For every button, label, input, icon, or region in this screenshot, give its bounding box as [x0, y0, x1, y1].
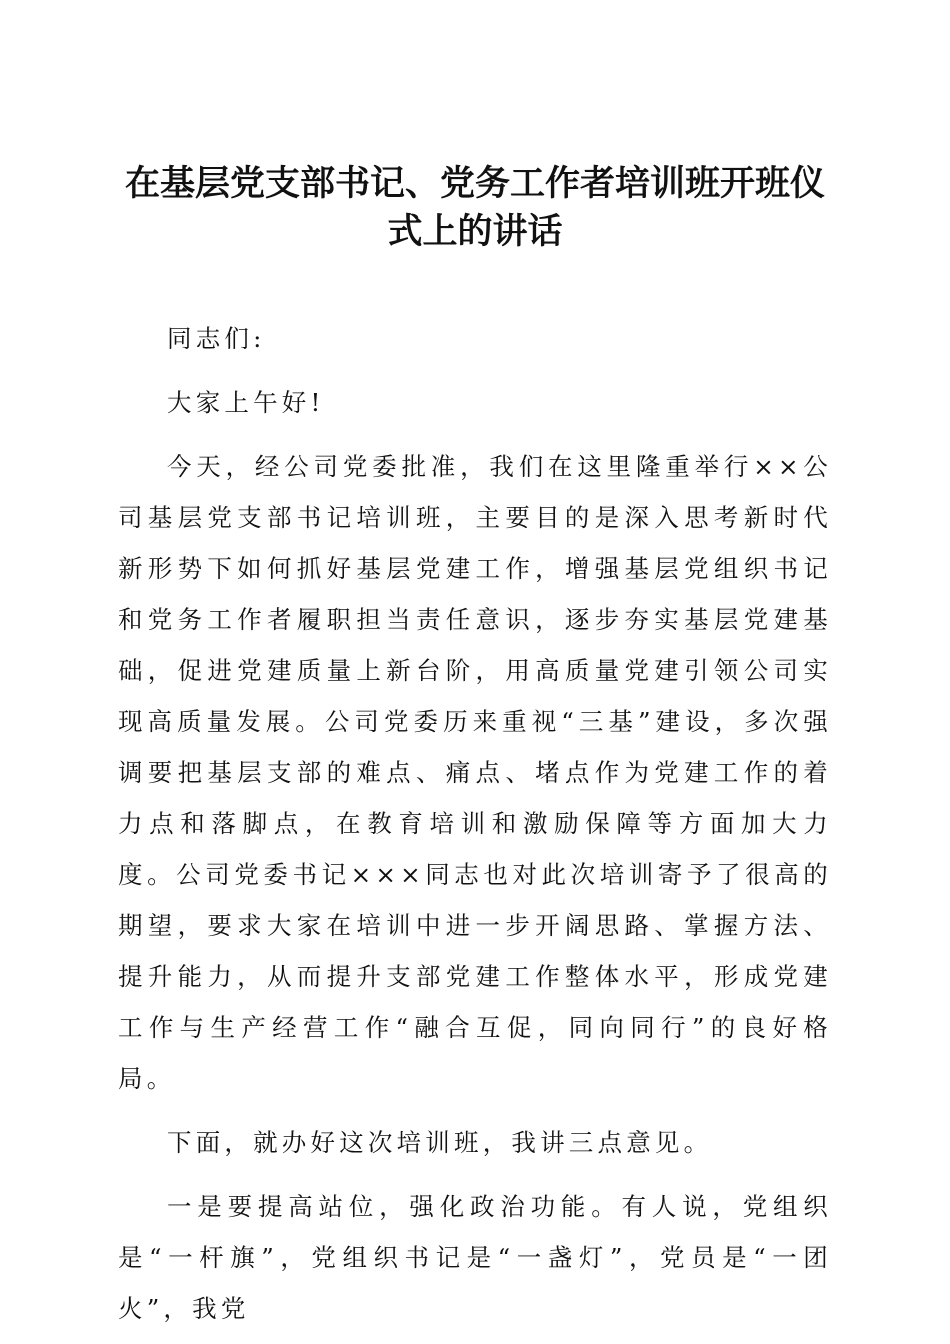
salutation: 同志们:	[167, 324, 266, 353]
paragraph-transition: 下面，就办好这次培训班，我讲三点意见。	[167, 1128, 713, 1157]
greeting: 大家上午好!	[167, 388, 325, 417]
paragraph-point-one: 一是要提高站位，强化政治功能。有人说，党组织是“一杆旗”，党组织书记是“一盏灯”，党员是“一团火”，我党	[118, 1192, 832, 1323]
document-title	[100, 160, 850, 256]
paragraph-intro: 今天，经公司党委批准，我们在这里隆重举行××公司基层党支部书记培训班，主要目的是深入思考新时代新形势下如何抓好基层党建工作，增强基层党组织书记和党务工作者履职担当责任意识，逐步夯实基层党建基础，促进党建质量上新台阶，用高质量党建引领公司实现高质量发展。公司党委历来重视“三基”建设，多次强调要把基层支部的难点、痛点、堵点作为党建工作的着力点和落脚点，在教育培训和激励保障等方面加大力度。公司党委书记×××同志也对此次培训寄予了很高的期望，要求大家在培训中进一步开阔思路、掌握方法、提升能力，从而提升支部党建工作整体水平，形成党建工作与生产经营工作“融合互促，同向同行”的良好格局。	[118, 452, 832, 1093]
document-body	[118, 313, 832, 1334]
title-line-2: 式上的讲话	[387, 211, 563, 252]
title-line-1: 在基层党支部书记、党务工作者培训班开班仪	[124, 163, 825, 204]
